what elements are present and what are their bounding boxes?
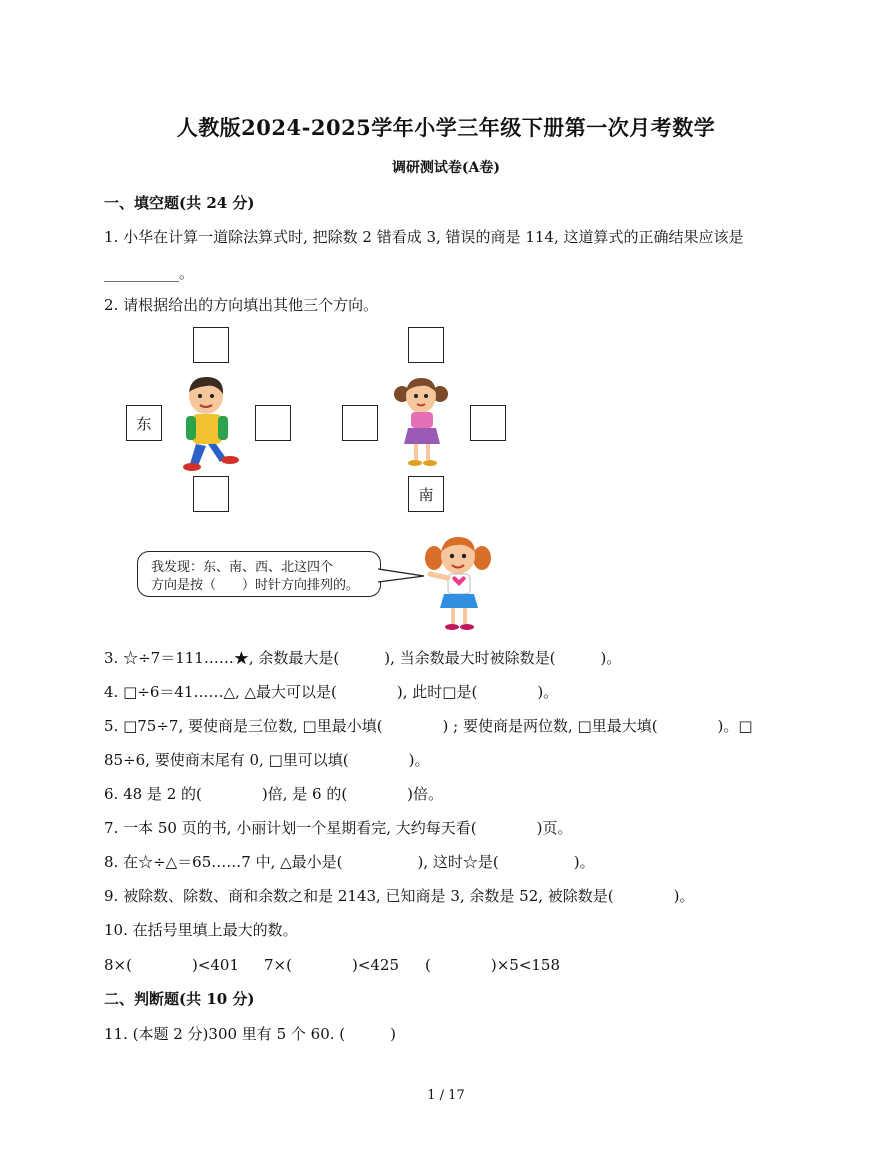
bubble-text-line-1: 我发现：东、南、西、北这四个 <box>151 560 334 575</box>
direction-box-left-east <box>255 405 291 441</box>
boy-illustration <box>176 374 242 474</box>
question-5-line-2: 85÷6, 要使商末尾有 0, □里可以填( )。 <box>104 751 430 769</box>
girl-illustration <box>392 374 452 470</box>
girl-pointing-illustration <box>424 534 492 632</box>
question-10-part-c: ( )×5<158 <box>425 956 561 974</box>
question-6: 6. 48 是 2 的( )倍, 是 6 的( )倍。 <box>104 785 444 803</box>
page-title: 人教版2024-2025学年小学三年级下册第一次月考数学 <box>176 115 716 140</box>
direction-box-right-north <box>408 327 444 363</box>
question-7: 7. 一本 50 页的书, 小丽计划一个星期看完, 大约每天看( )页。 <box>104 819 573 837</box>
question-11: 11. (本题 2 分)300 里有 5 个 60. ( ) <box>104 1025 396 1043</box>
direction-box-left-west <box>126 405 162 441</box>
question-5-line-1: 5. □75÷7, 要使商是三位数, □里最小填( ) ; 要使商是两位数, □里最大填( )。□ <box>104 717 753 735</box>
direction-box-left-south <box>193 476 229 512</box>
direction-east-label: 东 <box>136 414 152 433</box>
question-1-line-2: __________。 <box>104 264 195 282</box>
page-subtitle: 调研测试卷(A卷) <box>391 160 501 176</box>
question-4: 4. □÷6＝41……△, △最大可以是( ), 此时□是( )。 <box>104 683 559 701</box>
direction-box-right-south <box>408 476 444 512</box>
speech-bubble-tail <box>378 566 428 590</box>
bubble-text-line-2: 方向是按（ ）时针方向排列的。 <box>151 578 360 593</box>
question-9: 9. 被除数、除数、商和余数之和是 2143, 已知商是 3, 余数是 52, 被除数是( )。 <box>104 887 695 905</box>
question-10-part-a: 8×( )<401 <box>104 956 240 974</box>
question-8: 8. 在☆÷△＝65……7 中, △最小是( ), 这时☆是( )。 <box>104 853 595 871</box>
direction-box-right-west <box>342 405 378 441</box>
question-3: 3. ☆÷7＝111……★, 余数最大是( ), 当余数最大时被除数是( )。 <box>104 649 622 667</box>
section-1-heading: 一、填空题(共 24 分) <box>104 194 255 212</box>
section-2-heading: 二、判断题(共 10 分) <box>104 990 255 1008</box>
direction-box-left-north <box>193 327 229 363</box>
question-10: 10. 在括号里填上最大的数。 <box>104 921 298 939</box>
page-number: 1 / 17 <box>427 1088 465 1103</box>
direction-box-right-east <box>470 405 506 441</box>
question-2: 2. 请根据给出的方向填出其他三个方向。 <box>104 296 379 314</box>
question-1-line-1: 1. 小华在计算一道除法算式时, 把除数 2 错看成 3, 错误的商是 114, 这道算式的正确结果应该是 <box>104 228 744 246</box>
question-10-part-b: 7×( )<425 <box>264 956 400 974</box>
direction-south-label: 南 <box>418 485 434 504</box>
